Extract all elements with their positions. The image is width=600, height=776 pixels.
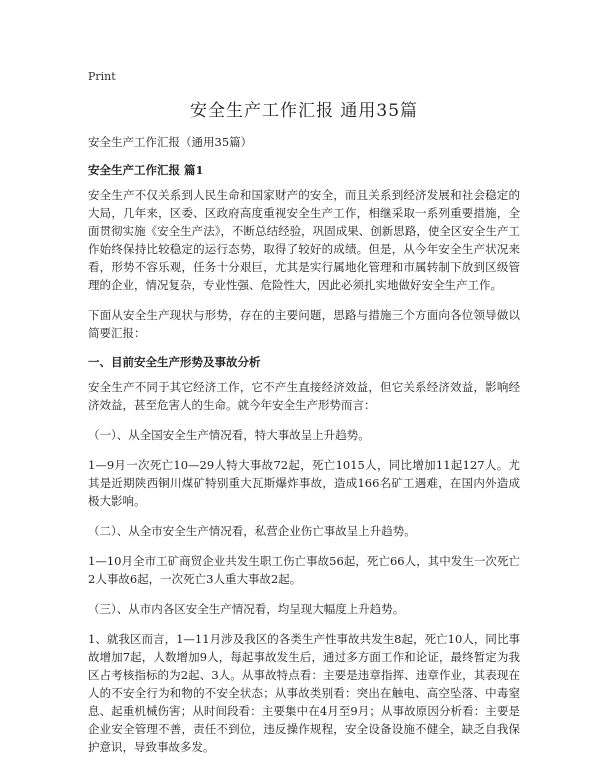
paragraph-situation: 安全生产不同于其它经济工作，它不产生直接经济效益，但它关系经济效益，影响经济效益，甚至危害人的生命。就今年安全生产形势而言： [88, 380, 520, 412]
paragraph-overview: 下面从安全生产现状与形势，存在的主要问题，思路与措施三个方面向各位领导做以简要汇报： [88, 308, 520, 340]
document-page [88, 70, 520, 768]
document-subtitle: 安全生产工作汇报（通用35篇） [88, 135, 253, 149]
paragraph-city-heading: （二）、从全市安全生产情况看，私营企业伤亡事故呈上升趋势。 [88, 524, 416, 538]
paragraph-city-stats: 1—10月全市工矿商贸企业共发生职工伤亡事故56起，死亡66人，其中发生一次死亡2人事故6起，一次死亡3人重大事故2起。 [88, 554, 520, 586]
paragraph-district-heading: （三）、从市内各区安全生产情况看，均呈现大幅度上升趋势。 [88, 602, 405, 616]
paragraph-national-stats: 1—9月一次死亡10—29人特大事故72起，死亡1015人，同比增加11起127人。尤其是近期陕西铜川煤矿特别重大瓦斯爆炸事故，造成166名矿工遇难，在国内外造成极大影响。 [88, 458, 520, 508]
paragraph-intro: 安全生产不仅关系到人民生命和国家财产的安全，而且关系到经济发展和社会稳定的大局，几年来，区委、区政府高度重视安全生产工作，相继采取一系列重要措施，全面贯彻实施《安全生产法》，不断总结经验，巩固成果、创新思路，使全区安全生产工作始终保持比较稳定的运行态势，取得了较好的成绩。但是，从今年安全生产状况来看，形势不容乐观，任务十分艰巨，尤其是实行属地化管理和市属转制下放到区级管理的企业，情况复杂，专业性强、危险性大，因此必须扎实地做好安全生产工作。 [88, 188, 520, 292]
paragraph-national-heading: （一）、从全国安全生产情况看，特大事故呈上升趋势。 [88, 428, 370, 442]
paragraph-district-stats: 1、就我区而言，1—11月涉及我区的各类生产性事故共发生8起，死亡10人，同比事故增加7起，人数增加9人，每起事故发生后，通过多方面工作和论证，最终暂定为我区占考核指标的为2起、3人。从事故特点看：主要是违章指挥、违章作业，其表现在人的不安全行为和物的不安全状态；从事故类别看：突出在触电、高空坠落、中毒窒息、起重机械伤害；从时间段看：主要集中在4月至9月；从事故原因分析看：主要是企业安全管理不善，责任不到位，违反操作规程，安全设备设施不健全，缺乏自我保护意识，导致事故多发。 [88, 632, 520, 754]
article-heading: 安全生产工作汇报 篇1 [88, 163, 204, 177]
print-link[interactable]: Print [88, 70, 116, 83]
section-heading-1: 一、目前安全生产形势及事故分析 [88, 355, 261, 369]
document-title: 安全生产工作汇报 通用35篇 [189, 101, 419, 121]
